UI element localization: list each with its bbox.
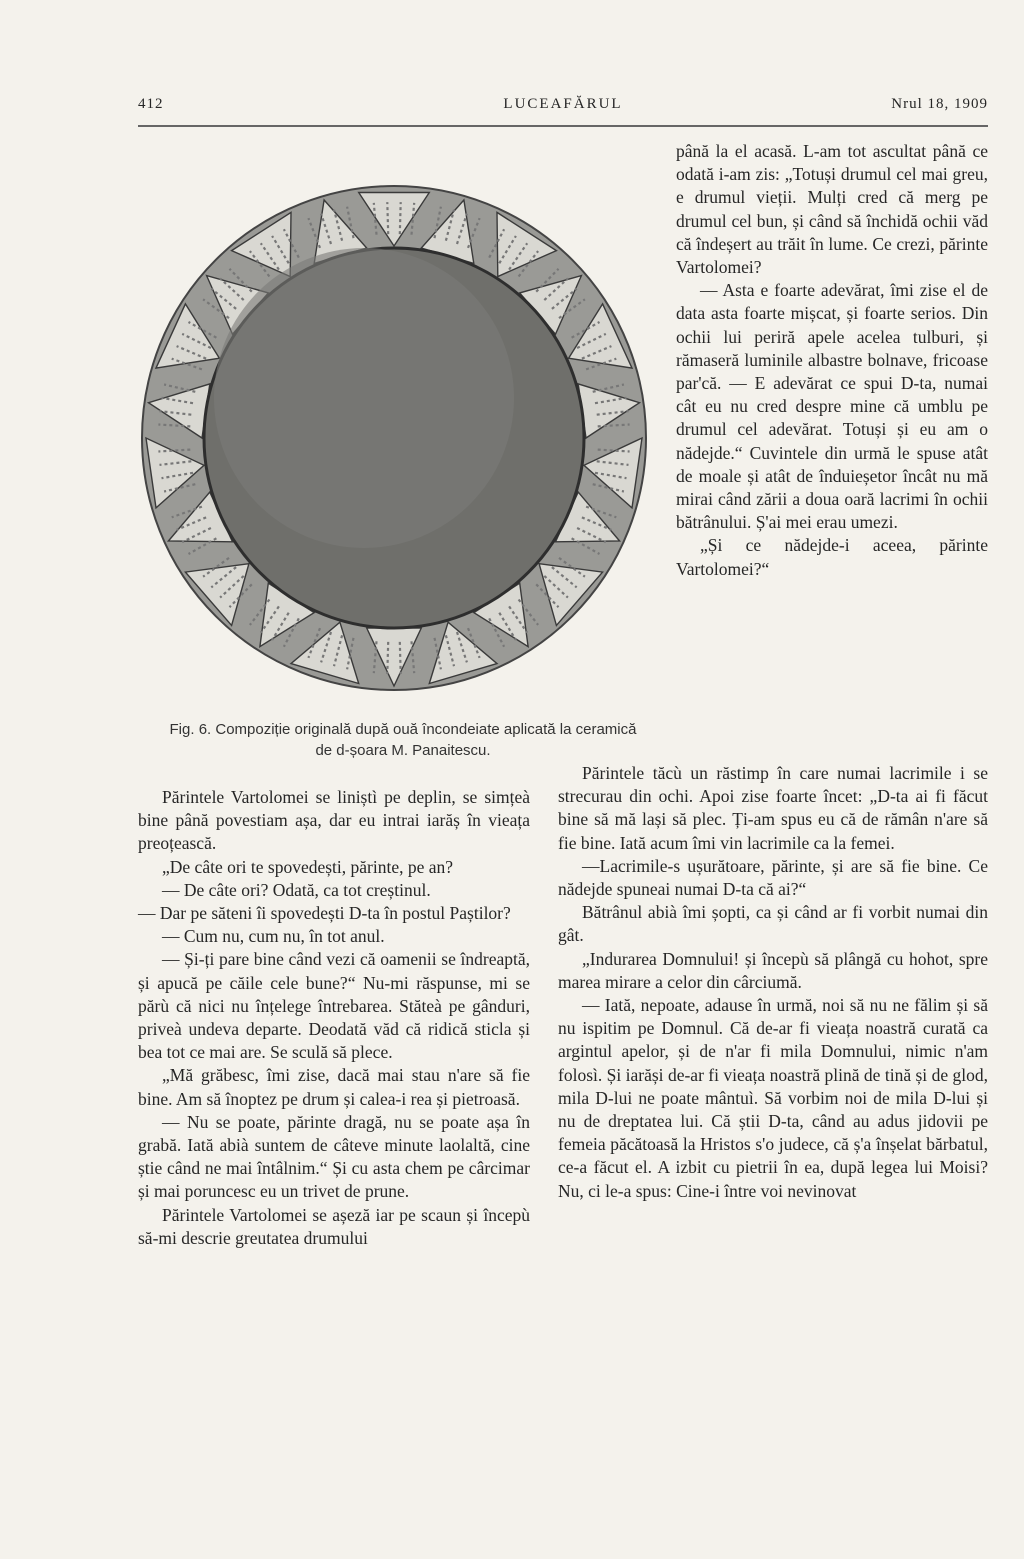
paragraph: „Mă grăbesc, îmi zise, dacă mai stau n'are să fie bine. Am să înoptez pe drum și calea-i rea și pietroasă. [138,1065,530,1109]
paragraph: „Indurarea Domnului! și începù să plângă cu hohot, spre marea mirare a celor din cârciumă. [558,948,988,992]
left-column [138,786,530,1250]
header-rule [138,125,988,127]
caption-line-2: de d-șoara M. Panaitescu. [315,742,491,759]
issue-label: Nrul 18, 1909 [891,96,988,112]
paragraph: „Și ce nădejde-i aceea, părinte Vartolomei?“ [676,535,988,579]
paragraph: până la el acasă. L-am tot ascultat până ce odată i-am zis: „Totuși drumul cel mai greu, e drumul vieții. Mulți cred că merg pe drumul cel bun, și când să închidă ochii văd că îndeșert au trăit în lume. Ce crezi, părinte Vartolomei? [676,141,988,278]
right-top-column [676,140,988,581]
right-bottom-column [558,762,988,1203]
paragraph: — Cum nu, cum nu, în tot anul. [162,926,385,947]
paragraph: — Dar pe săteni îi spovedești D-ta în postul Paștilor? [138,903,511,924]
paragraph: Părintele Vartolomei se liniștì pe deplin, se simțeà bine până povestiam așa, dar eu intrai iarăș în vieața preoțească. [138,787,530,854]
page-header [138,96,988,120]
paragraph: — Nu se poate, părinte dragă, nu se poate așa în grabă. Iată abià suntem de câteve minute laolaltă, cine știe când ne mai întâlnim.“ Și cu asta chem pe cârcimar și mai poruncesc eu un trivet de prune. [138,1111,530,1202]
figure-caption [138,719,668,761]
paragraph: — Iată, nepoate, adause în urmă, noi să nu ne fălim și să nu ispitim pe Domnul. Că de-ar fi vieața noastră curată ca argintul apelor, și de n'ar fi mila Domnului, nimic n'am folosì. Și iarăși de-ar fi vieața noastră plină de tină și de glod, mila D-lui ne poate mântuì. Să vorbim noi de mila D-lui și nu de dreptatea lui. Că știi D-ta, când au adus jidovii pe femeia păcătoasă la Hristos s'o judece, că ș'a înșelat bărbatul, ce-a făcut el. A izbit cu pietrii în ea, după legea lui Moisi? Nu, ci le-a spus: Cine-i între voi nevinovat [558,995,988,1201]
paragraph: — Și-ți pare bine când vezi că oamenii se îndreaptă, și apucă pe căile cele bune?“ Nu-mi răspunse, mi se părù că nici nu înțelege întrebarea. Stăteà pe gânduri, priveà undeva departe. Deodată văd că ridică sticla și bea tot ce mai are. Se sculă să plece. [138,949,530,1063]
page-number: 412 [138,96,164,112]
plate-illustration [132,158,652,698]
ceramic-plate-figure [132,158,652,698]
paragraph: Părintele Vartolomei se așeză iar pe scaun și începù să-mi descrie greutatea drumului [138,1204,530,1248]
caption-line-1: Fig. 6. Compoziție originală după ouă încondeiate aplicată la ceramică [169,721,637,738]
paragraph: Părintele tăcù un răstimp în care numai lacrimile i se strecurau din ochi. Apoi zise foarte încet: „D-ta ai fi făcut bine să mă lași să plec. Ți-am spus eu că de rămân n'are să fie bine. Iată acum îmi vin lacrimile ca la femei. [558,763,988,853]
paragraph: Bătrânul abià îmi șopti, ca și când ar fi vorbit numai din gât. [558,902,988,946]
paragraph: —Lacrimile-s ușurătoare, părinte, și are să fie bine. Ce nădejde spuneai numai D-ta că ai?“ [558,855,988,900]
paragraph: — De câte ori? Odată, ca tot creștinul. [162,879,431,900]
paragraph: — Asta e foarte adevărat, îmi zise el de data asta foarte mișcat, și foarte serios. Din ochii lui periră apele acelea tulburi, și rămaseră luminile albastre bolnave, fricoase par'că. — E adevărat ce spui D-ta, numai cât eu nu cred despre mine că umblu pe drumul cel adevărat. Totuși și eu am o nădejde.“ Cuvintele din urmă le spuse atât de moale și atât de înduieșetor încât nu mă mirai când zării a doua oară lacrimi în ochii bătrânului. Ș'ai mei erau umezi. [676,280,988,533]
journal-title: LUCEAFĂRUL [503,96,623,112]
paragraph: „De câte ori te spovedești, părinte, pe an? [162,856,454,877]
plate-highlight [214,248,514,548]
